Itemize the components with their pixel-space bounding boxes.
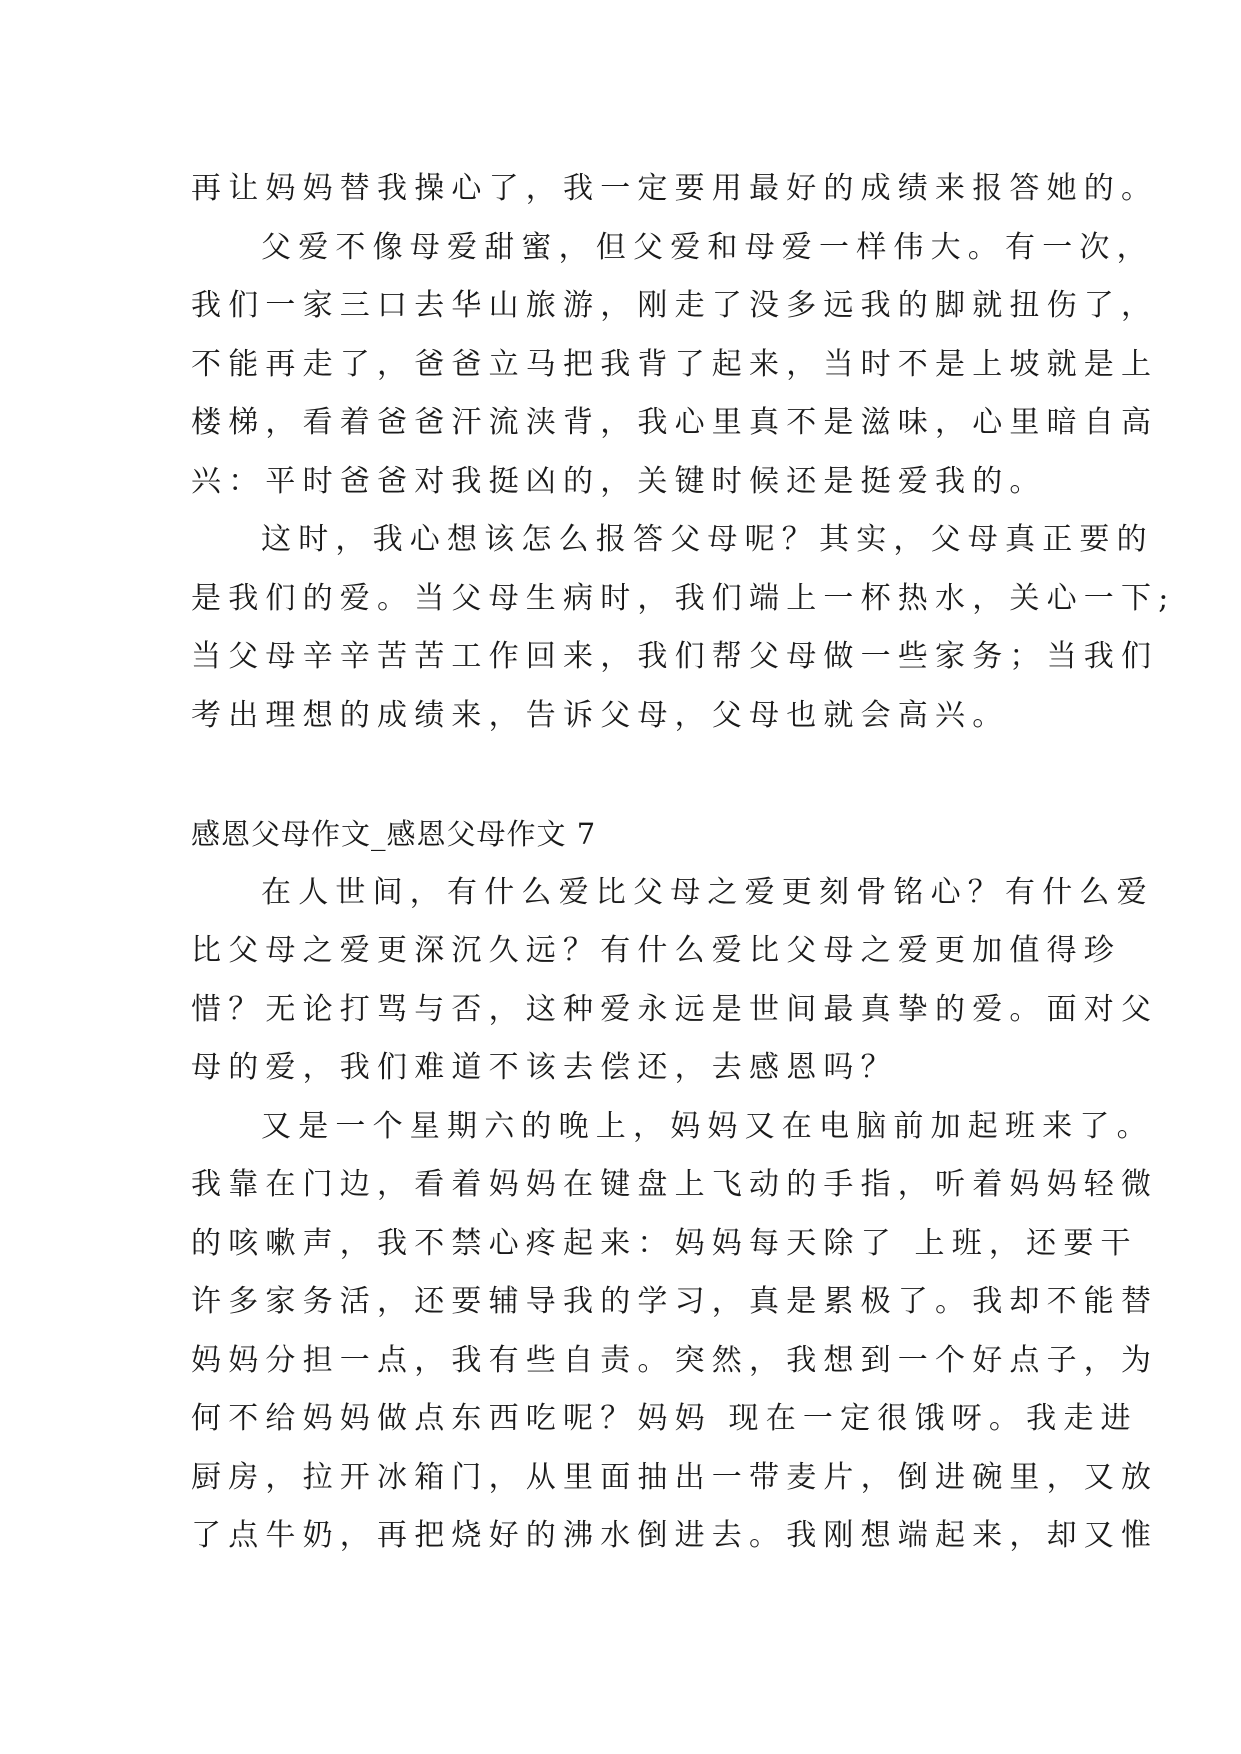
section-spacer (191, 745, 1071, 805)
text-line: 不能再走了，爸爸立马把我背了起来，当时不是上坡就是上 (191, 346, 1159, 382)
paragraph-1 (191, 160, 1159, 219)
text-line: 的咳嗽声，我不禁心疼起来：妈妈每天除了 上班，还要干 (191, 1225, 1138, 1261)
text-line: 妈妈分担一点，我有些自责。突然，我想到一个好点子，为 (191, 1342, 1159, 1378)
text-line: 在人世间，有什么爱比父母之爱更刻骨铭心？有什么爱 (261, 874, 1154, 910)
text-line: 惜？无论打骂与否，这种爱永远是世间最真挚的爱。面对父 (191, 991, 1159, 1027)
document-body (191, 160, 1176, 1566)
text-line: 母的爱，我们难道不该去偿还，去感恩吗？ (191, 1050, 898, 1085)
text-line: 我靠在门边，看着妈妈在键盘上飞动的手指，听着妈妈轻微 (191, 1167, 1159, 1202)
text-line: 父爱不像母爱甜蜜，但父爱和母爱一样伟大。有一次， (261, 229, 1154, 265)
text-line: 何不给妈妈做点东西吃呢？妈妈 现在一定很饿呀。我走进 (191, 1401, 1138, 1436)
paragraph-2 (191, 219, 1159, 512)
text-line: 当父母辛辛苦苦工作回来，我们帮父母做一些家务；当我们 (191, 639, 1159, 674)
text-line: 兴：平时爸爸对我挺凶的，关键时候还是挺爱我的。 (191, 463, 1047, 499)
text-line: 比父母之爱更深沉久远？有什么爱比父母之爱更加值得珍 (191, 933, 1121, 968)
text-line: 我们一家三口去华山旅游，刚走了没多远我的脚就扭伤了， (191, 288, 1159, 323)
text-line: 厨房，拉开冰箱门，从里面抽出一带麦片，倒进碗里，又放 (191, 1459, 1159, 1495)
text-line: 再让妈妈替我操心了，我一定要用最好的成绩来报答她的。 (191, 171, 1159, 206)
text-line: 楼梯，看着爸爸汗流浃背，我心里真不是滋味，心里暗自高 (191, 405, 1159, 440)
text-line: 是我们的爱。当父母生病时，我们端上一杯热水，关心一下; (191, 580, 1176, 616)
text-line: 了点牛奶，再把烧好的沸水倒进去。我刚想端起来，却又惟 (191, 1518, 1159, 1553)
paragraph-4 (191, 864, 1159, 1098)
text-line: 考出理想的成绩来，告诉父母，父母也就会高兴。 (191, 697, 1010, 733)
paragraph-5 (191, 1098, 1159, 1566)
text-line: 许多家务活，还要辅导我的学习，真是累极了。我却不能替 (191, 1284, 1159, 1319)
section-heading: 感恩父母作文_感恩父母作文 7 (191, 817, 597, 851)
paragraph-3 (191, 511, 1176, 745)
text-line: 这时，我心想该怎么报答父母呢？其实，父母真正要的 (261, 522, 1154, 557)
text-line: 又是一个星期六的晚上，妈妈又在电脑前加起班来了。 (261, 1108, 1154, 1144)
